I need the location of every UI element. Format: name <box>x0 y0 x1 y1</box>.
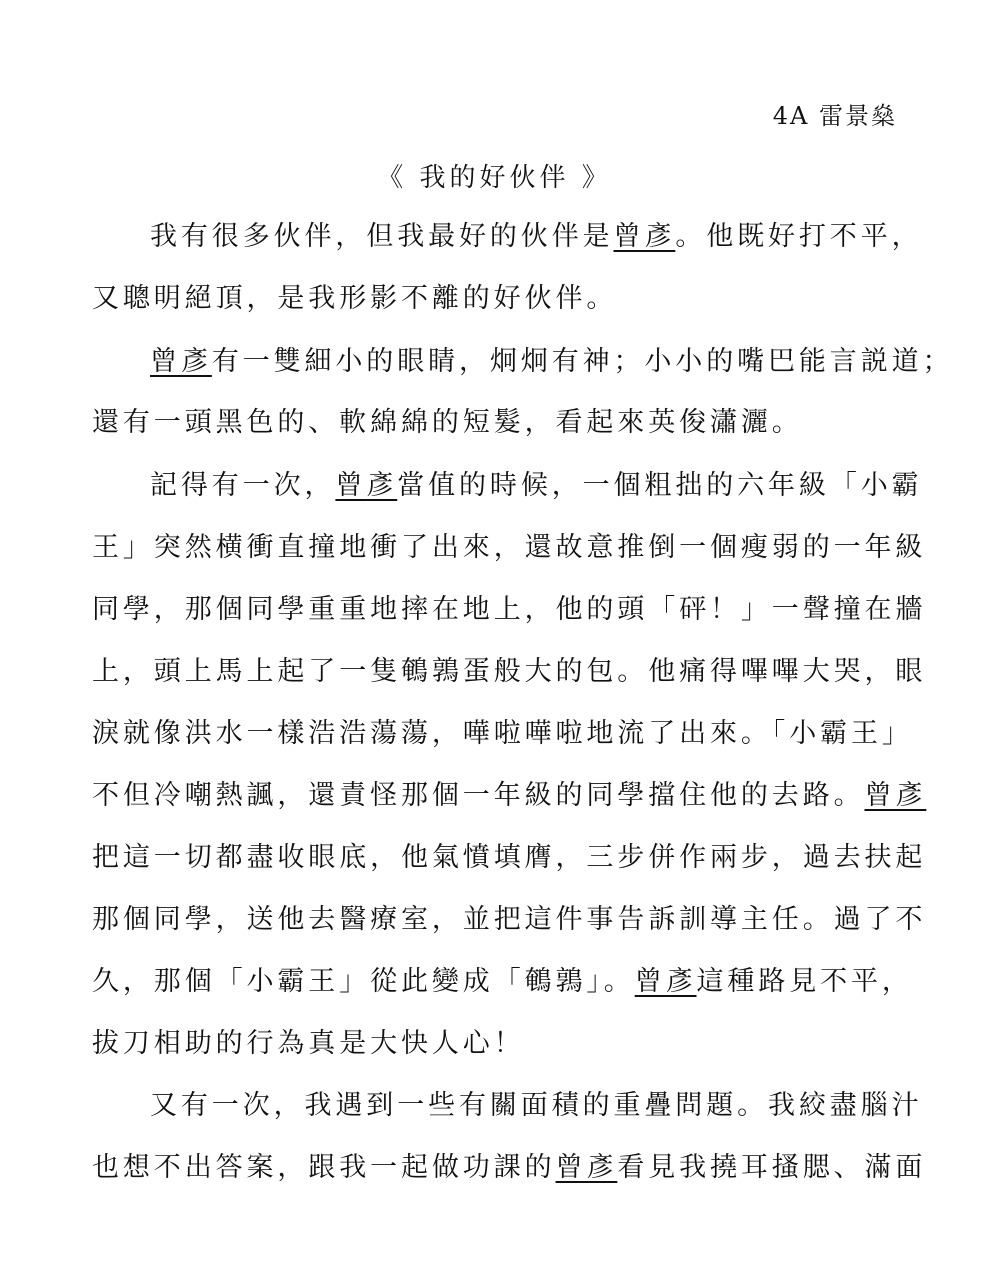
text-line: 也想不出答案，跟我一起做功課的曾彥看見我撓耳搔腮、滿面 <box>92 1152 927 1183</box>
text-line: 淚就像洪水一樣浩浩蕩蕩，嘩啦嘩啦地流了出來。「小霸王」 <box>92 718 913 749</box>
underlined-name: 曾彥 <box>335 470 398 501</box>
underlined-name: 曾彥 <box>555 1152 618 1183</box>
text-line: 同學，那個同學重重地摔在地上，他的頭「砰！」一聲撞在牆 <box>92 594 927 625</box>
underlined-name: 曾彥 <box>150 346 212 377</box>
text-line: 我有很多伙伴，但我最好的伙伴是曾彥。他既好打不平， <box>150 221 923 252</box>
text-line: 不但冷嘲熱諷，還責怪那個一年級的同學擋住他的去路。曾彥 <box>92 780 927 811</box>
text-line: 那個同學，送他去醫療室，並把這件事告訴訓導主任。過了不 <box>92 904 927 935</box>
text-line: 曾彥有一雙細小的眼睛，炯炯有神；小小的嘴巴能言説道； <box>150 346 954 377</box>
essay-title: 《 我的好伙伴 》 <box>377 163 612 193</box>
underlined-name: 曾彥 <box>634 966 697 997</box>
text-line: 又有一次，我遇到一些有關面積的重疊問題。我絞盡腦汁 <box>150 1090 923 1121</box>
text-line: 把這一切都盡收眼底，他氣憤填膺，三步併作兩步，過去扶起 <box>92 842 927 873</box>
text-line: 久，那個「小霸王」從此變成「鵪鶉」。曾彥這種路見不平， <box>92 966 913 997</box>
text-line: 又聰明絕頂，是我形影不離的好伙伴。 <box>92 283 618 314</box>
text-line: 上，頭上馬上起了一隻鵪鶉蛋般大的包。他痛得嗶嗶大哭，眼 <box>92 656 927 687</box>
underlined-name: 曾彥 <box>613 221 676 252</box>
underlined-name: 曾彥 <box>864 780 927 811</box>
author-label: 4A 雷景燊 <box>772 102 897 130</box>
text-line: 王」突然横衝直撞地衝了出來，還故意推倒一個瘦弱的一年級 <box>92 532 927 563</box>
text-line: 記得有一次，曾彥當值的時候，一個粗拙的六年級「小霸 <box>150 470 923 501</box>
text-line: 拔刀相助的行為真是大快人心！ <box>92 1028 525 1059</box>
text-line: 還有一頭黑色的、軟綿綿的短髮，看起來英俊瀟灑。 <box>92 407 803 438</box>
